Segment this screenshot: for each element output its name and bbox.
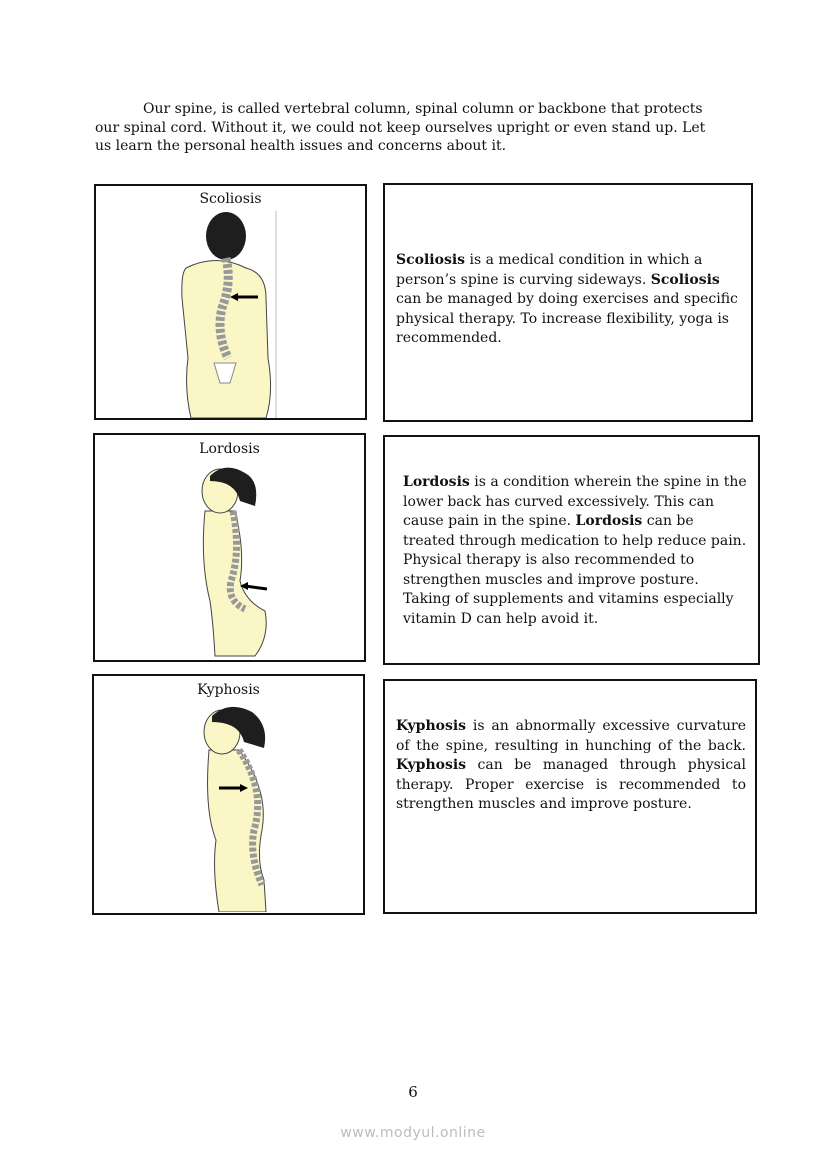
text: is an abnormally excessive curvature of the spine, resulting in hunching of the back. — [396, 718, 746, 754]
figure-title: Kyphosis — [197, 682, 260, 698]
kyphosis-illustration — [94, 700, 363, 912]
term: Scoliosis — [650, 271, 720, 288]
figure-title: Scoliosis — [199, 191, 262, 207]
term: Lordosis — [403, 474, 470, 490]
lordosis-figure-box — [93, 433, 366, 662]
watermark: www.modyul.online — [340, 1125, 486, 1141]
text: can be managed through physical therapy. Proper exercise is recommended to strengthen muscles and improve posture. — [396, 757, 746, 812]
kyphosis-description-box — [383, 679, 757, 914]
kyphosis-figure-box — [92, 674, 365, 915]
term: Lordosis — [575, 513, 643, 529]
lordosis-description — [403, 473, 748, 629]
term: Kyphosis — [396, 757, 467, 773]
kyphosis-description — [396, 717, 746, 815]
text: is a medical condition in which a person’s spine is curving sideways. — [396, 252, 703, 288]
text: is a condition wherein the spine in the lower back has curved excessively. This can cause pain in the spine. — [403, 474, 747, 529]
figure-title: Lordosis — [199, 441, 260, 457]
text: can be treated through medication to help reduce pain. Physical therapy is also recommended to strengthen muscles and improve posture. Taking of supplements and vitamins especially vitamin D can help avoid it. — [403, 513, 747, 627]
intro-paragraph: Our spine, is called vertebral column, spinal column or backbone that protects our spinal cord. Without it, we could not keep ourselves upright or even stand up. Let us learn the personal health issues and concerns about it. — [95, 101, 706, 154]
term: Kyphosis — [396, 718, 467, 734]
scoliosis-illustration — [96, 208, 365, 418]
term: Scoliosis — [396, 252, 466, 268]
page-number: 6 — [408, 1083, 418, 1101]
lordosis-illustration — [95, 461, 364, 661]
text: can be managed by doing exercises and specific physical therapy. To increase flexibility, yoga is recommended. — [396, 291, 738, 346]
lordosis-description-box — [383, 435, 760, 665]
scoliosis-description — [396, 251, 741, 349]
scoliosis-description-box — [383, 183, 753, 422]
scoliosis-figure-box — [94, 184, 367, 420]
